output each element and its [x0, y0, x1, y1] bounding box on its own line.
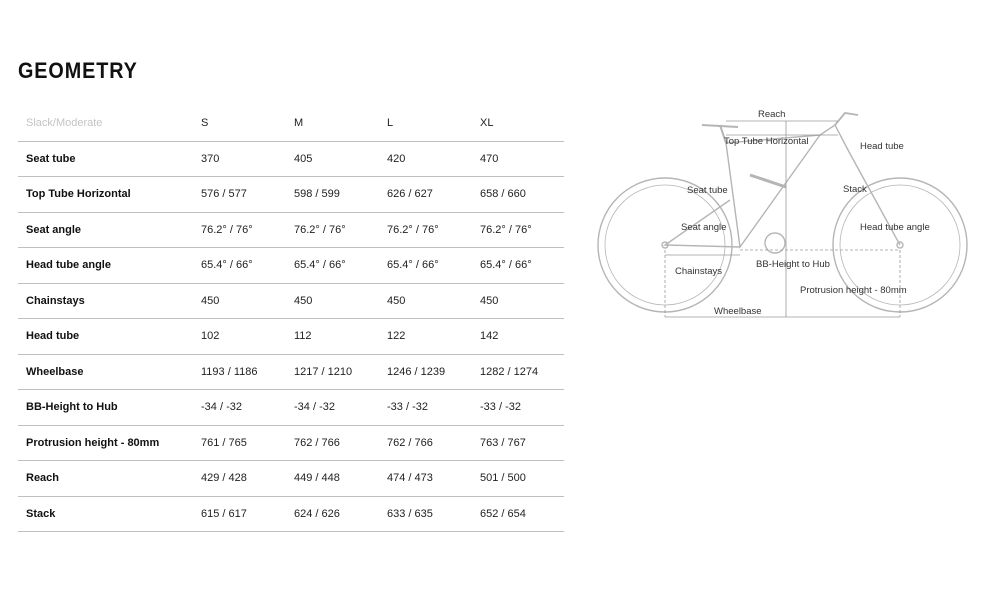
table-cell: 1193 / 1186	[193, 354, 286, 390]
table-cell: 122	[379, 319, 472, 355]
table-row	[18, 354, 564, 390]
table-cell: 450	[193, 283, 286, 319]
diagram-label-reach: Reach	[758, 109, 786, 120]
row-label: Stack	[18, 496, 193, 532]
main-frame	[726, 135, 820, 247]
table-cell: 76.2° / 76°	[286, 212, 379, 248]
table-cell: 65.4° / 66°	[193, 248, 286, 284]
row-label: Wheelbase	[18, 354, 193, 390]
table-cell: 624 / 626	[286, 496, 379, 532]
diagram-label-wheelbase: Wheelbase	[714, 306, 762, 317]
table-cell: 763 / 767	[472, 425, 564, 461]
row-label: Reach	[18, 461, 193, 497]
table-row	[18, 248, 564, 284]
row-label: Chainstays	[18, 283, 193, 319]
table-cell: -33 / -32	[472, 390, 564, 426]
table-cell: 370	[193, 141, 286, 177]
table-row	[18, 212, 564, 248]
diagram-label-head-tube-angle: Head tube angle	[860, 222, 930, 233]
table-cell: 762 / 766	[286, 425, 379, 461]
diagram-label-protrusion: Protrusion height - 80mm	[800, 285, 907, 296]
table-cell: 598 / 599	[286, 177, 379, 213]
table-cell: 761 / 765	[193, 425, 286, 461]
table-cell: 450	[472, 283, 564, 319]
page-title: GEOMETRY	[18, 58, 138, 83]
table-cell: 626 / 627	[379, 177, 472, 213]
table-cell: -34 / -32	[193, 390, 286, 426]
table-cell: 76.2° / 76°	[379, 212, 472, 248]
size-header: XL	[472, 106, 564, 141]
table-row	[18, 319, 564, 355]
table-cell: 76.2° / 76°	[472, 212, 564, 248]
table-row	[18, 177, 564, 213]
size-header: M	[286, 106, 379, 141]
table-cell: 102	[193, 319, 286, 355]
table-cell: 65.4° / 66°	[472, 248, 564, 284]
table-cell: 474 / 473	[379, 461, 472, 497]
table-cell: 112	[286, 319, 379, 355]
table-row	[18, 425, 564, 461]
table-cell: 449 / 448	[286, 461, 379, 497]
table-cell: 405	[286, 141, 379, 177]
table-row	[18, 496, 564, 532]
table-cell: 633 / 635	[379, 496, 472, 532]
table-cell: 450	[379, 283, 472, 319]
row-label: Protrusion height - 80mm	[18, 425, 193, 461]
table-cell: 429 / 428	[193, 461, 286, 497]
handlebar	[835, 113, 858, 125]
diagram-label-stack: Stack	[843, 184, 867, 195]
table-row	[18, 461, 564, 497]
row-label: Seat angle	[18, 212, 193, 248]
row-label: Head tube angle	[18, 248, 193, 284]
table-header-row	[18, 106, 564, 141]
geometry-table-body	[18, 141, 564, 532]
table-cell: 501 / 500	[472, 461, 564, 497]
table-cell: 1246 / 1239	[379, 354, 472, 390]
table-row	[18, 283, 564, 319]
size-header: S	[193, 106, 286, 141]
table-cell: 1282 / 1274	[472, 354, 564, 390]
diagram-label-head-tube: Head tube	[860, 141, 904, 152]
table-cell: -33 / -32	[379, 390, 472, 426]
diagram-label-seat-angle: Seat angle	[681, 222, 727, 233]
row-label: BB-Height to Hub	[18, 390, 193, 426]
table-cell: 65.4° / 66°	[286, 248, 379, 284]
row-label: Seat tube	[18, 141, 193, 177]
row-label: Head tube	[18, 319, 193, 355]
table-row	[18, 141, 564, 177]
table-cell: 65.4° / 66°	[379, 248, 472, 284]
diagram-label-bb-height: BB-Height to Hub	[756, 259, 830, 270]
diagram-label-chainstays: Chainstays	[675, 266, 722, 277]
table-cell: 652 / 654	[472, 496, 564, 532]
table-cell: 762 / 766	[379, 425, 472, 461]
table-cell: 76.2° / 76°	[193, 212, 286, 248]
variant-label: Slack/Moderate	[18, 106, 193, 141]
row-label: Top Tube Horizontal	[18, 177, 193, 213]
table-cell: 615 / 617	[193, 496, 286, 532]
size-header: L	[379, 106, 472, 141]
diagram-label-top-tube: Top Tube Horizontal	[724, 136, 809, 147]
bike-geometry-diagram	[590, 95, 980, 335]
diagram-label-seat-tube: Seat tube	[687, 185, 728, 196]
table-cell: 470	[472, 141, 564, 177]
table-cell: 142	[472, 319, 564, 355]
geometry-table	[18, 106, 564, 532]
table-cell: 658 / 660	[472, 177, 564, 213]
table-cell: 576 / 577	[193, 177, 286, 213]
shock	[750, 175, 786, 187]
table-cell: 1217 / 1210	[286, 354, 379, 390]
table-cell: 450	[286, 283, 379, 319]
table-row	[18, 390, 564, 426]
table-cell: 420	[379, 141, 472, 177]
table-cell: -34 / -32	[286, 390, 379, 426]
